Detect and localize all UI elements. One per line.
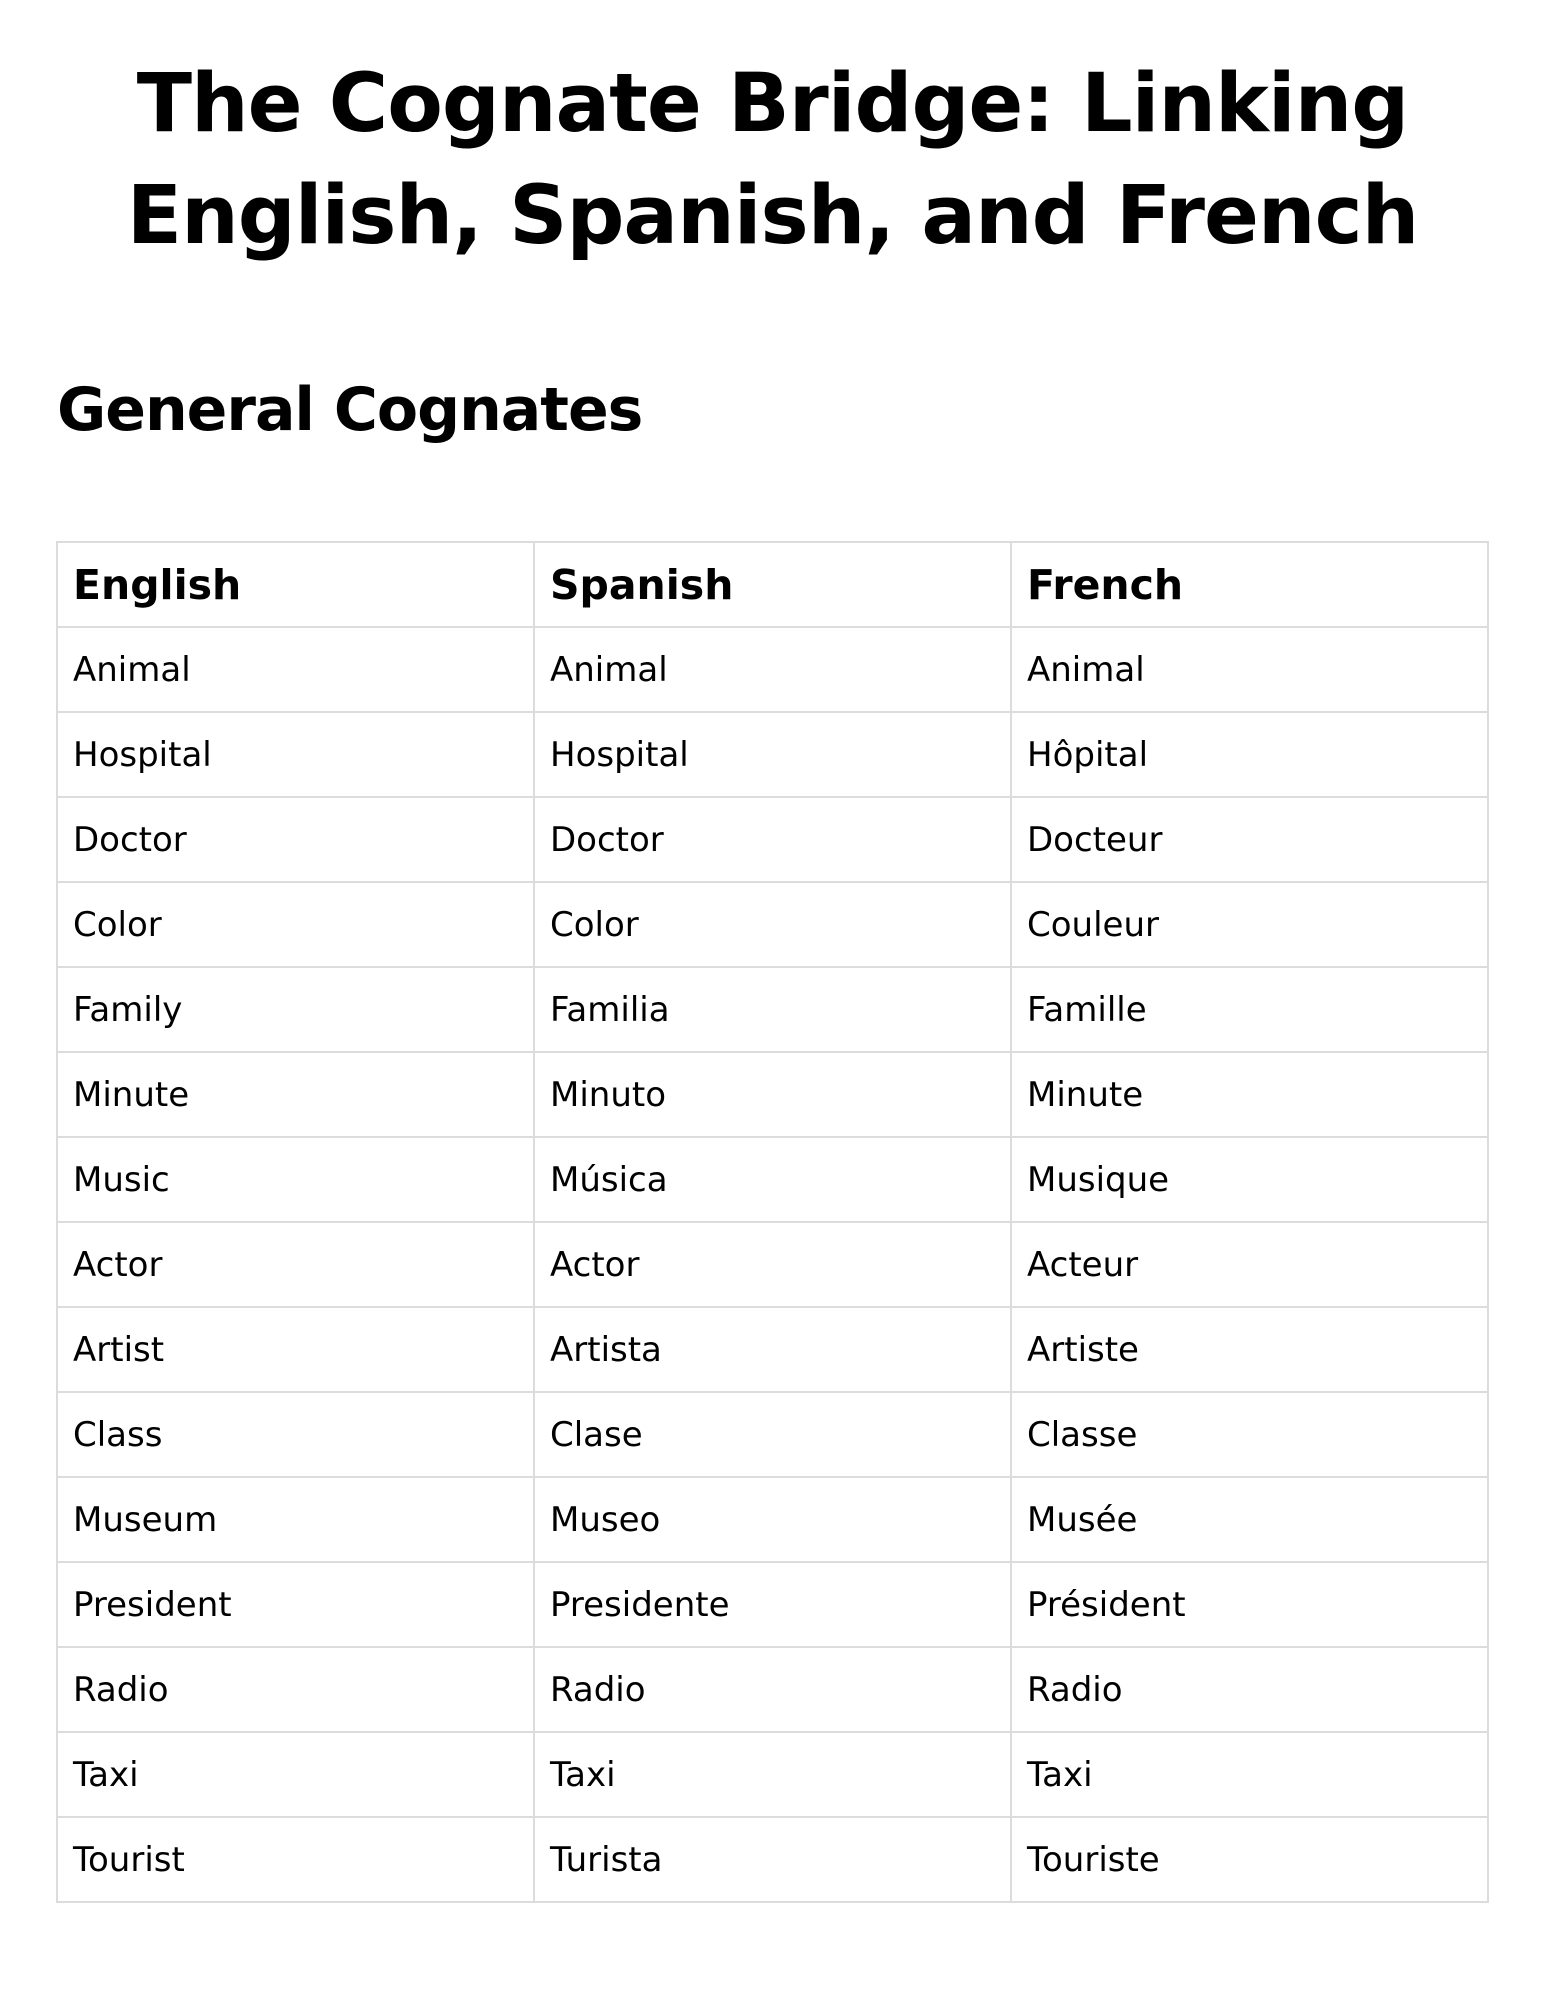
french-cell: Classe <box>1011 1392 1488 1477</box>
table-row <box>57 797 1488 882</box>
english-cell: Family <box>57 967 534 1052</box>
english-cell: Hospital <box>57 712 534 797</box>
spanish-cell: Animal <box>534 627 1011 712</box>
english-cell: Artist <box>57 1307 534 1392</box>
table-row <box>57 1392 1488 1477</box>
english-cell: Doctor <box>57 797 534 882</box>
table-row <box>57 1732 1488 1817</box>
french-cell: Acteur <box>1011 1222 1488 1307</box>
english-cell: Radio <box>57 1647 534 1732</box>
spanish-cell: Radio <box>534 1647 1011 1732</box>
english-cell: Music <box>57 1137 534 1222</box>
french-cell: Hôpital <box>1011 712 1488 797</box>
table-row <box>57 1307 1488 1392</box>
column-header-spanish: Spanish <box>534 542 1011 627</box>
table-row <box>57 627 1488 712</box>
spanish-cell: Color <box>534 882 1011 967</box>
header-row <box>57 542 1488 627</box>
spanish-cell: Presidente <box>534 1562 1011 1647</box>
english-cell: Minute <box>57 1052 534 1137</box>
spanish-cell: Turista <box>534 1817 1011 1902</box>
section-heading: General Cognates <box>57 375 643 445</box>
spanish-cell: Taxi <box>534 1732 1011 1817</box>
column-header-english: English <box>57 542 534 627</box>
table-row <box>57 882 1488 967</box>
spanish-cell: Música <box>534 1137 1011 1222</box>
spanish-cell: Museo <box>534 1477 1011 1562</box>
table-row <box>57 712 1488 797</box>
english-cell: Color <box>57 882 534 967</box>
table-row <box>57 1137 1488 1222</box>
english-cell: Actor <box>57 1222 534 1307</box>
table-row <box>57 1562 1488 1647</box>
french-cell: Musée <box>1011 1477 1488 1562</box>
spanish-cell: Actor <box>534 1222 1011 1307</box>
french-cell: Animal <box>1011 627 1488 712</box>
spanish-cell: Clase <box>534 1392 1011 1477</box>
french-cell: Docteur <box>1011 797 1488 882</box>
english-cell: Class <box>57 1392 534 1477</box>
english-cell: Museum <box>57 1477 534 1562</box>
english-cell: Animal <box>57 627 534 712</box>
english-cell: Tourist <box>57 1817 534 1902</box>
table-row <box>57 1647 1488 1732</box>
spanish-cell: Doctor <box>534 797 1011 882</box>
table-body <box>57 627 1488 1902</box>
page-title: The Cognate Bridge: Linking English, Spanish, and French <box>126 57 1419 263</box>
table-header <box>57 542 1488 627</box>
spanish-cell: Artista <box>534 1307 1011 1392</box>
french-cell: Radio <box>1011 1647 1488 1732</box>
spanish-cell: Familia <box>534 967 1011 1052</box>
table-row <box>57 1477 1488 1562</box>
table-row <box>57 1222 1488 1307</box>
column-header-french: French <box>1011 542 1488 627</box>
table-row <box>57 967 1488 1052</box>
english-cell: Taxi <box>57 1732 534 1817</box>
cognates-table <box>56 541 1489 1903</box>
table-row <box>57 1052 1488 1137</box>
french-cell: Minute <box>1011 1052 1488 1137</box>
french-cell: Président <box>1011 1562 1488 1647</box>
spanish-cell: Minuto <box>534 1052 1011 1137</box>
spanish-cell: Hospital <box>534 712 1011 797</box>
french-cell: Artiste <box>1011 1307 1488 1392</box>
french-cell: Musique <box>1011 1137 1488 1222</box>
french-cell: Taxi <box>1011 1732 1488 1817</box>
french-cell: Couleur <box>1011 882 1488 967</box>
french-cell: Famille <box>1011 967 1488 1052</box>
table-row <box>57 1817 1488 1902</box>
french-cell: Touriste <box>1011 1817 1488 1902</box>
english-cell: President <box>57 1562 534 1647</box>
